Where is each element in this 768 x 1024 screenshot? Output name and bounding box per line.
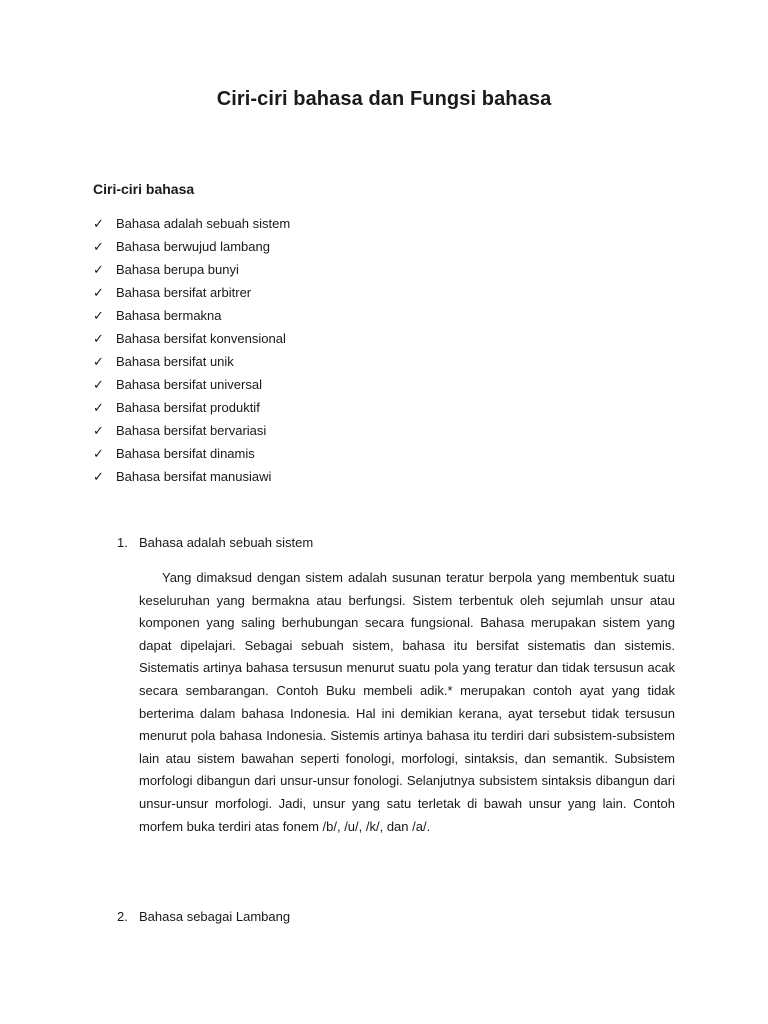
item-number: 2.	[117, 909, 128, 924]
checkmark-icon: ✓	[93, 216, 104, 231]
item-label: Bahasa adalah sebuah sistem	[139, 535, 314, 550]
checkmark-icon: ✓	[93, 308, 104, 323]
checkmark-icon: ✓	[93, 239, 104, 254]
checkmark-icon: ✓	[93, 354, 104, 369]
document-title: Ciri-ciri bahasa dan Fungsi bahasa	[216, 88, 552, 110]
checklist-item	[93, 329, 290, 352]
checklist-item	[93, 214, 290, 237]
checkmark-icon: ✓	[93, 285, 104, 300]
checklist-item	[93, 398, 290, 421]
checkmark-icon: ✓	[93, 423, 104, 438]
checklist-item	[93, 467, 290, 490]
characteristics-checklist	[93, 214, 290, 490]
numbered-heading-1	[117, 535, 313, 550]
checklist-item-label: Bahasa bersifat manusiawi	[116, 469, 272, 484]
checklist-item-label: Bahasa bersifat universal	[116, 377, 262, 392]
checklist-item-label: Bahasa bersifat unik	[116, 354, 234, 369]
checklist-item-label: Bahasa bersifat konvensional	[116, 331, 286, 346]
checklist-item	[93, 444, 290, 467]
checklist-item	[93, 375, 290, 398]
checklist-item-label: Bahasa berupa bunyi	[116, 262, 239, 277]
checklist-item-label: Bahasa bersifat arbitrer	[116, 285, 252, 300]
checklist-item	[93, 237, 290, 260]
checklist-item-label: Bahasa bersifat produktif	[116, 400, 260, 415]
checklist-item-label: Bahasa adalah sebuah sistem	[116, 216, 291, 231]
numbered-heading-2	[117, 909, 290, 924]
checkmark-icon: ✓	[93, 446, 104, 461]
checkmark-icon: ✓	[93, 262, 104, 277]
checklist-item-label: Bahasa bermakna	[116, 308, 222, 323]
checklist-item	[93, 260, 290, 283]
section-heading: Ciri-ciri bahasa	[93, 181, 195, 197]
body-paragraph: Yang dimaksud dengan sistem adalah susunan teratur berpola yang membentuk suatu keseluruhan yang bermakna atau berfungsi. Sistem terbentuk oleh sejumlah unsur atau komponen yang saling berhubungan secara fungsional. Bahasa merupakan sistem yang dapat dipelajari. Sebagai sebuah sistem, bahasa itu bersifat sistematis dan sistemis. Sistematis artinya bahasa tersusun menurut suatu pola yang teratur dan tidak tersusun acak secara sembarangan. Contoh Buku membeli adik.* merupakan contoh ayat yang tidak berterima dalam bahasa Indonesia. Hal ini demikian kerana, ayat tersebut tidak tersusun menurut pola bahasa Indonesia. Sistemis artinya bahasa itu terdiri dari subsistem-subsistem lain atau sistem bawahan seperti fonologi, morfologi, sintaksis, dan semantik. Subsistem morfologi dibangun dari unsur-unsur fonologi. Selanjutnya subsistem sintaksis dibangun dari unsur-unsur morfologi. Jadi, unsur yang satu terletak di bawah unsur yang lain. Contoh morfem buka terdiri atas fonem /b/, /u/, /k/, dan /a/.	[139, 570, 675, 834]
checkmark-icon: ✓	[93, 331, 104, 346]
checklist-item-label: Bahasa berwujud lambang	[116, 239, 270, 254]
checkmark-icon: ✓	[93, 400, 104, 415]
checklist-item	[93, 306, 290, 329]
item-label: Bahasa sebagai Lambang	[139, 909, 291, 924]
item-number: 1.	[117, 535, 128, 550]
checklist-item-label: Bahasa bersifat dinamis	[116, 446, 255, 461]
checkmark-icon: ✓	[93, 377, 104, 392]
checkmark-icon: ✓	[93, 469, 104, 484]
checklist-item	[93, 421, 290, 444]
checklist-item	[93, 352, 290, 375]
checklist-item-label: Bahasa bersifat bervariasi	[116, 423, 267, 438]
checklist-item	[93, 283, 290, 306]
